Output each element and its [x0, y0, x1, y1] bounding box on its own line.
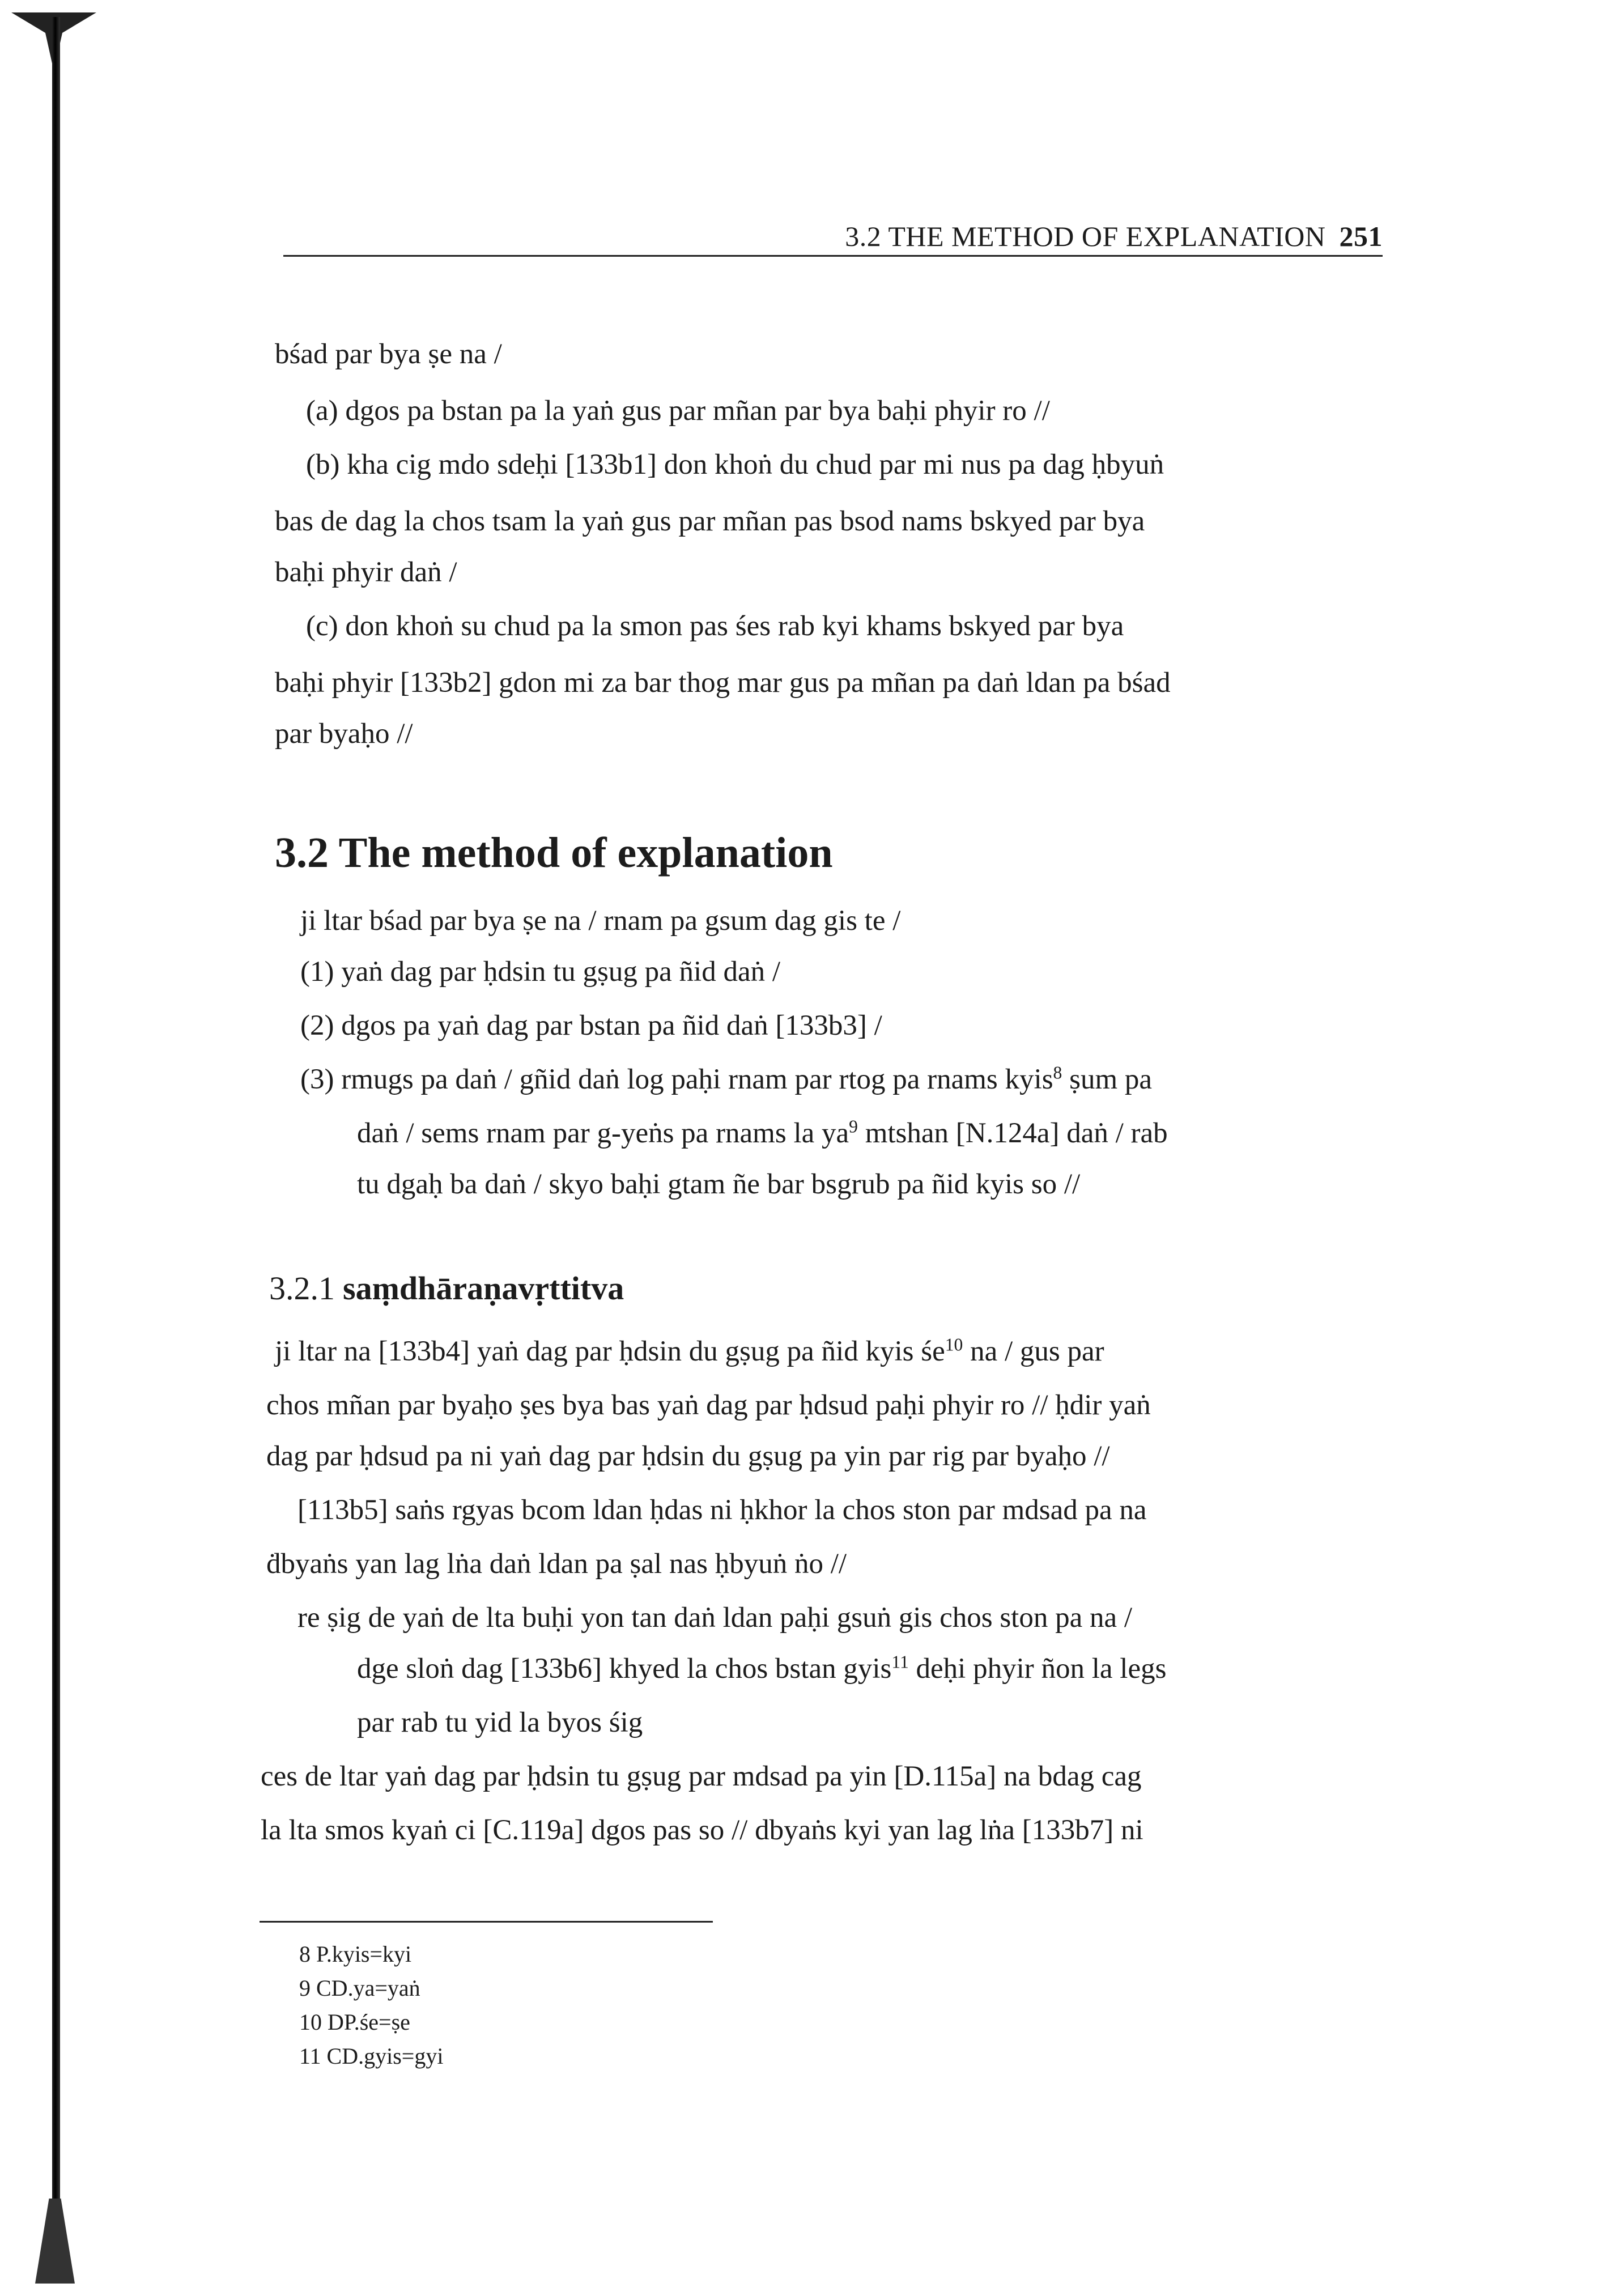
body-line: la lta smos kyaṅ ci [C.119a] dgos pas so // dbyaṅs kyi yan lag lṅa [133b7] ni	[261, 1814, 1143, 1846]
intro-item-b-line3: baḥi phyir daṅ /	[275, 556, 457, 588]
text-run: daṅ / sems rnam par g-yeṅs pa rnams la ya	[357, 1117, 849, 1149]
section-item-3-line3: tu dgaḥ ba daṅ / skyo baḥi gtam ñe bar bsgrub pa ñid kyis so //	[357, 1168, 1081, 1200]
quote-line	[357, 1652, 1167, 1685]
quote-line: par rab tu yid la byos śig	[357, 1707, 643, 1738]
text-run: ji ltar na [133b4] yaṅ dag par ḥdsin du gṣug pa ñid kyis śe	[275, 1336, 945, 1367]
footnote-ref: 8	[1053, 1062, 1062, 1083]
footnote-rule	[260, 1921, 713, 1923]
intro-item-a: (a) dgos pa bstan pa la yaṅ gus par mñan par bya baḥi phyir ro //	[306, 395, 1050, 427]
text-run: (3) rmugs pa daṅ / gñid daṅ log paḥi rnam par rtog pa rnams kyis	[300, 1064, 1053, 1095]
section-item-3-line1	[300, 1062, 1153, 1095]
footnote: 8 P.kyis=kyi	[299, 1941, 412, 1967]
text-run: ṣum pa	[1062, 1064, 1153, 1095]
text-run: deḥi phyir ñon la legs	[908, 1653, 1167, 1685]
footnote-ref: 10	[945, 1334, 963, 1355]
subsection-number: 3.2.1	[269, 1270, 335, 1307]
body-line: ḋbyaṅs yan lag lṅa daṅ ldan pa ṣal nas ḥbyuṅ ṅo //	[266, 1548, 847, 1580]
running-title: 3.2 THE METHOD OF EXPLANATION	[845, 220, 1326, 252]
body-line: chos mñan par byaḥo ṣes bya bas yaṅ dag par ḥdsud paḥi phyir ro // ḥdir yaṅ	[266, 1389, 1151, 1421]
intro-item-b-line1: (b) kha cig mdo sdeḥi [133b1] don khoṅ du chud par mi nus pa dag ḥbyuṅ	[306, 449, 1164, 481]
body-line: ces de ltar yaṅ dag par ḥdsin tu gṣug par mdsad pa yin [D.115a] na bdag cag	[261, 1761, 1142, 1792]
footnote-ref: 11	[891, 1652, 909, 1672]
intro-item-c-line2: baḥi phyir [133b2] gdon mi za bar thog mar gus pa mñan pa daṅ ldan pa bśad	[275, 667, 1171, 699]
subsection-heading	[269, 1269, 624, 1307]
footnote: 11 CD.gyis=gyi	[299, 2043, 444, 2069]
text-run: mtshan [N.124a] daṅ / rab	[857, 1117, 1168, 1149]
footnote-ref: 9	[849, 1116, 858, 1137]
body-line: re ṣig de yaṅ de lta buḥi yon tan daṅ ldan paḥi gsuṅ gis chos ston pa na /	[297, 1602, 1133, 1634]
text-run: na / gus par	[963, 1336, 1104, 1367]
section-item-3-line2	[357, 1116, 1168, 1149]
running-head	[845, 220, 1383, 253]
intro-item-c-line3: par byaḥo //	[275, 718, 413, 750]
intro-item-b-line2: bas de dag la chos tsam la yaṅ gus par mñan pas bsod nams bskyed par bya	[275, 505, 1145, 537]
page-header	[283, 215, 1383, 257]
body-line: [113b5] saṅs rgyas bcom ldan ḥdas ni ḥkhor la chos ston par mdsad pa na	[297, 1494, 1147, 1526]
section-heading: 3.2 The method of explanation	[275, 829, 833, 877]
body-line	[275, 1334, 1104, 1367]
page-number: 251	[1339, 220, 1383, 252]
intro-item-c-line1: (c) don khoṅ su chud pa la smon pas śes rab kyi khams bskyed par bya	[306, 610, 1124, 642]
body-line: dag par ḥdsud pa ni yaṅ dag par ḥdsin du gṣug pa yin par rig par byaḥo //	[266, 1440, 1110, 1472]
binding-edge	[52, 17, 60, 2278]
footnote: 9 CD.ya=yaṅ	[299, 1975, 420, 2001]
subsection-title: saṃdhāraṇavṛttitva	[343, 1270, 624, 1307]
section-item-2: (2) dgos pa yaṅ dag par bstan pa ñid daṅ [133b3] /	[300, 1010, 882, 1041]
text-run: dge sloṅ dag [133b6] khyed la chos bstan gyis	[357, 1653, 892, 1685]
binding-edge-bottom	[35, 2199, 75, 2284]
section-line: ji ltar bśad par bya ṣe na / rnam pa gsum dag gis te /	[300, 905, 901, 937]
footnote: 10 DP.śe=ṣe	[299, 2009, 410, 2035]
section-item-1: (1) yaṅ dag par ḥdsin tu gṣug pa ñid daṅ /	[300, 956, 781, 988]
intro-line: bśad par bya ṣe na /	[275, 338, 502, 370]
